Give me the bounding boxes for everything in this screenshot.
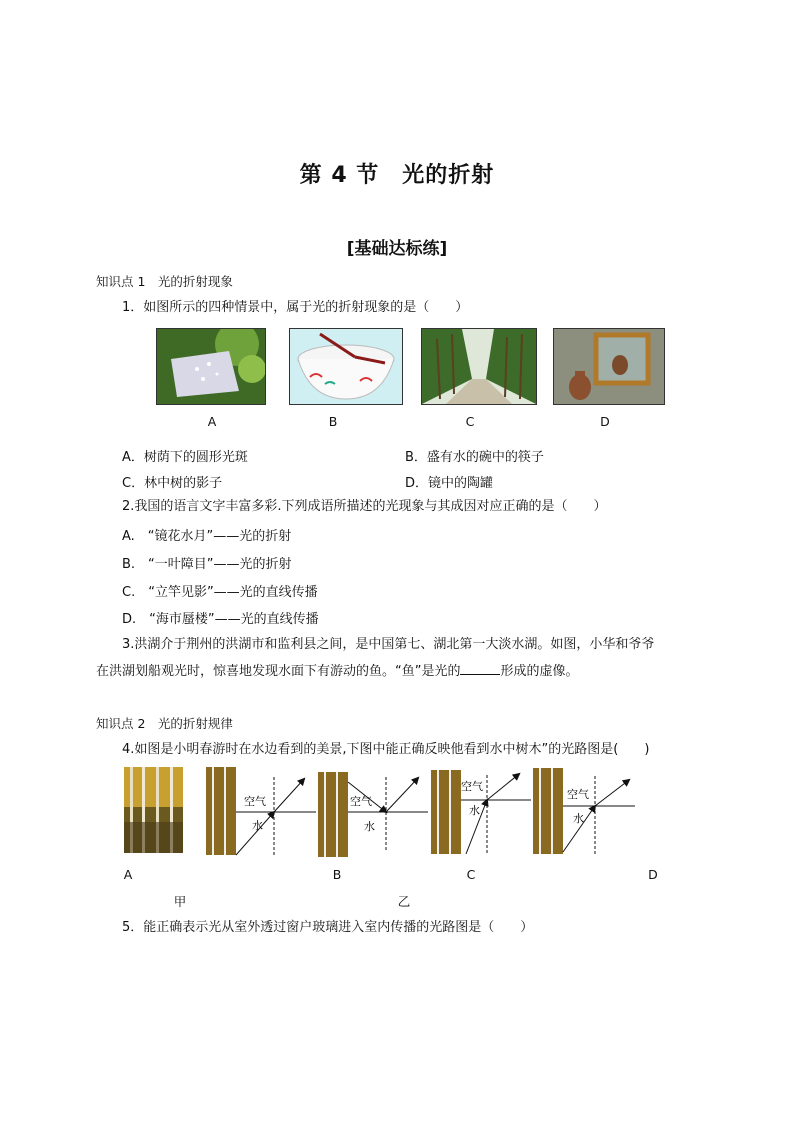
q2-option-d: D. “海市蜃楼”——光的直线传播	[122, 612, 319, 627]
photo-c-forest-shadow	[421, 328, 537, 405]
q1-option-b: B．盛有水的碗中的筷子	[405, 450, 544, 465]
diagram-d-air-label: 空气	[567, 788, 589, 801]
q1-option-a: A．树荫下的圆形光斑	[122, 450, 248, 465]
diagram-a-water-label: 水	[252, 819, 263, 832]
image-label-a: A	[207, 414, 217, 429]
question-4-text: 4.如图是小明春游时在水边看到的美景,下图中能正确反映他看到水中树木”的光路图是( )	[122, 742, 650, 757]
page-title: 第 4 节 光的折射	[299, 163, 495, 188]
photo-a-light-spots	[156, 328, 266, 405]
ray-diagram-a	[206, 767, 318, 857]
q4-label-b: B	[332, 867, 342, 882]
question-1-text: 1．如图所示的四种情景中，属于光的折射现象的是（ ）	[122, 300, 469, 315]
answer-blank[interactable]	[460, 662, 500, 675]
knowledge-point-2: 知识点 2 光的折射规律	[96, 716, 233, 731]
photo-jia-trees	[124, 767, 183, 853]
q4-label-c: C	[466, 867, 476, 882]
diagram-c-water-label: 水	[469, 804, 480, 817]
question-3-line-1: 3.洪湖介于荆州的洪湖市和监利县之间，是中国第七、湖北第一大淡水湖。如图，小华和爷爷	[122, 637, 655, 652]
question-5-text: 5．能正确表示光从室外透过窗户玻璃进入室内传播的光路图是（ ）	[122, 920, 534, 935]
diagram-b-air-label: 空气	[350, 795, 372, 808]
diagram-d-water-label: 水	[573, 812, 584, 825]
caption-yi: 乙	[397, 894, 411, 909]
q4-label-a: A	[123, 867, 133, 882]
q2-option-b: B. “一叶障目”——光的折射	[122, 557, 292, 572]
q4-label-d: D	[648, 867, 658, 882]
caption-jia: 甲	[173, 894, 187, 909]
question-2-text: 2.我国的语言文字丰富多彩.下列成语所描述的光现象与其成因对应正确的是（ ）	[122, 499, 607, 514]
section-subtitle: [基础达标练]	[346, 239, 448, 259]
image-label-c: C	[465, 414, 475, 429]
question-3-line-2-end: 形成的虚像。	[500, 664, 579, 679]
q2-option-c: C. “立竿见影”——光的直线传播	[122, 585, 318, 600]
ray-diagram-b	[318, 772, 430, 857]
photo-b-bowl-chopstick	[289, 328, 403, 405]
q2-option-a: A. “镜花水月”——光的折射	[122, 529, 292, 544]
ray-diagram-d	[533, 768, 637, 856]
q1-option-d: D．镜中的陶罐	[405, 476, 494, 491]
diagram-b-water-label: 水	[364, 820, 375, 833]
q1-option-c: C．林中树的影子	[122, 476, 223, 491]
knowledge-point-1: 知识点 1 光的折射现象	[96, 274, 233, 289]
diagram-c-air-label: 空气	[461, 780, 483, 793]
question-3-line-2	[96, 662, 579, 681]
ray-diagram-c	[431, 770, 533, 856]
image-label-d: D	[600, 414, 610, 429]
image-label-b: B	[328, 414, 338, 429]
photo-d-mirror-jar	[553, 328, 665, 405]
diagram-a-air-label: 空气	[244, 795, 266, 808]
question-3-line-2-start: 在洪湖划船观光时，惊喜地发现水面下有游动的鱼。“鱼”是光的	[96, 664, 461, 679]
